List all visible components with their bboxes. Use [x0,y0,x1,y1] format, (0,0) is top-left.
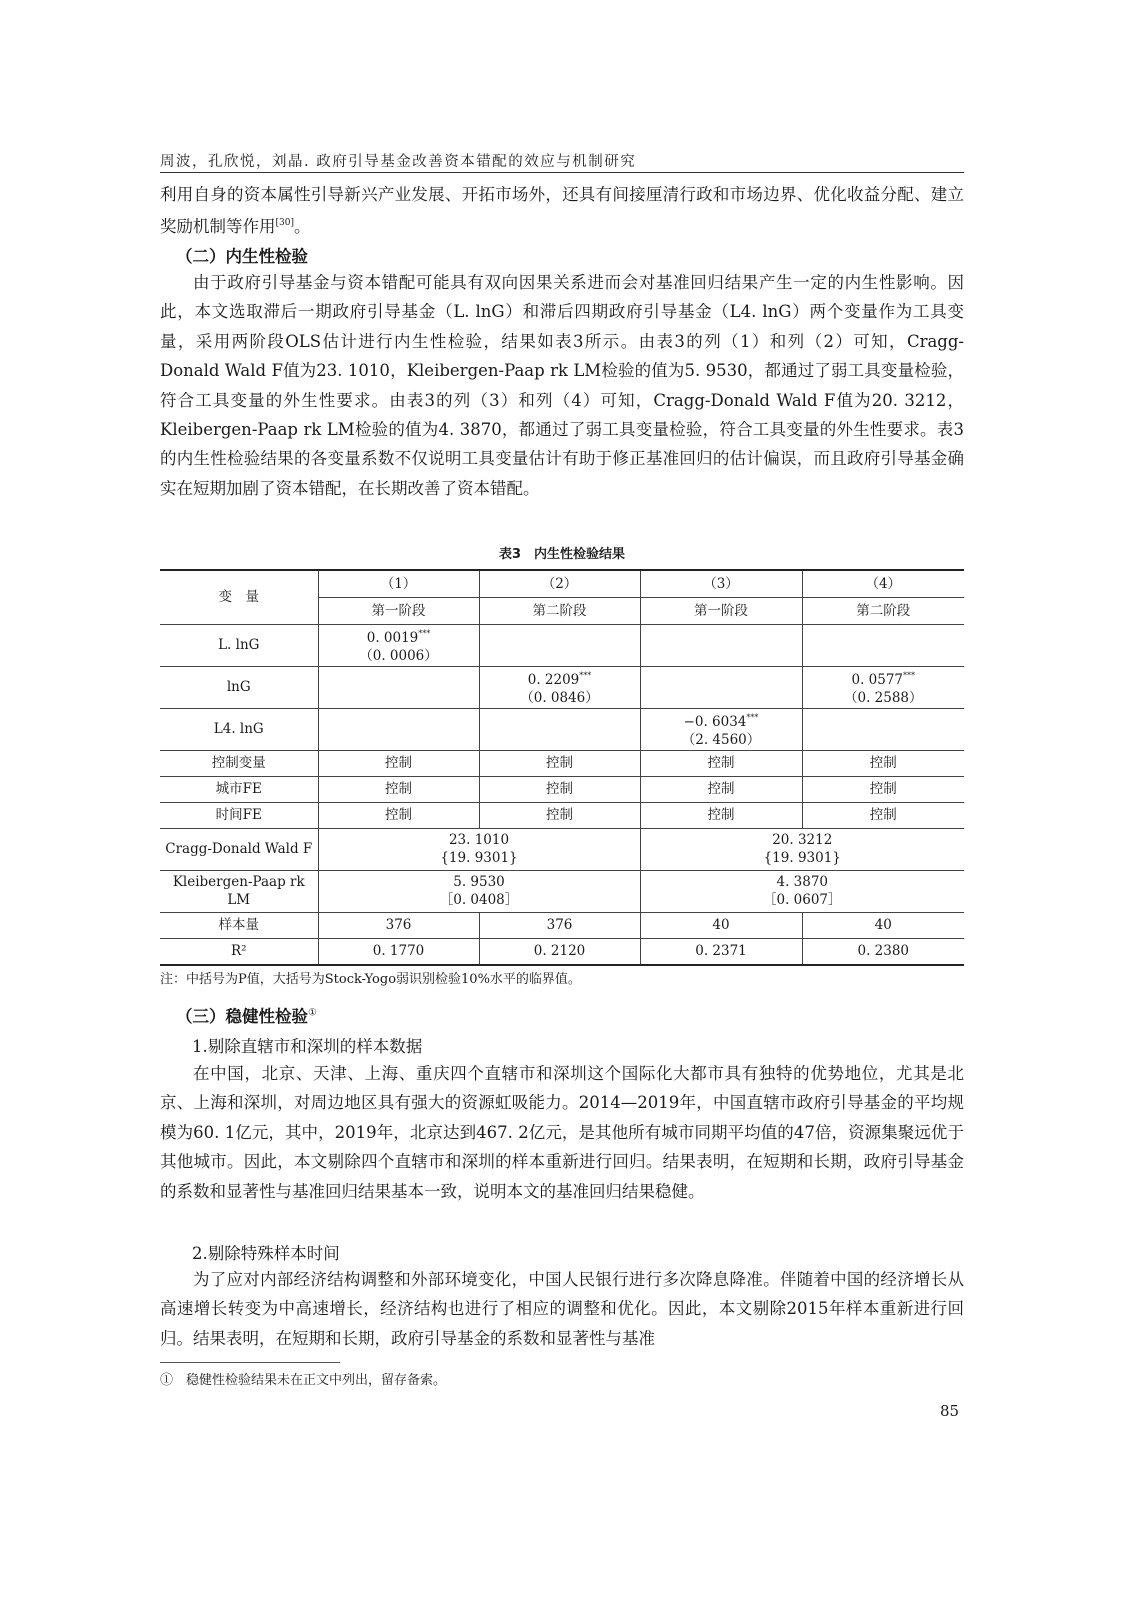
table-cell: 40 [802,912,964,938]
endogeneity-paragraph: 由于政府引导基金与资本错配可能具有双向因果关系进而会对基准回归结果产生一定的内生性影响。因此，本文选取滞后一期政府引导基金（L. lnG）和滞后四期政府引导基金（L4. lnG）两个变量作为工具变量，采用两阶段OLS估计进行内生性检验，结果如表3所示。由表3的列（1）和列（2）可知，Cragg-Donald Wald F值为23. 1010，Kleibergen-Paap rk LM检验的值为5. 9530，都通过了弱工具变量检验，符合工具变量的外生性要求。由表3的列（3）和列（4）可知，Cragg-Donald Wald F值为20. 3212，Kleibergen-Paap rk LM检验的值为4. 3870，都通过了弱工具变量检验，符合工具变量的外生性要求。表3的内生性检验结果的各变量系数不仅说明工具变量估计有助于修正基准回归的估计偏误，而且政府引导基金确实在短期加剧了资本错配，在长期改善了资本错配。 [160,273,964,498]
stat-cell: 5. 9530 ［0. 0408］ [318,870,640,912]
empty-cell [802,624,964,666]
header-col-2: （2） [479,570,640,597]
empty-cell [640,666,802,708]
header-col-4: （4） [802,570,964,597]
empty-cell [318,666,479,708]
table-row [160,708,964,750]
table-cell: 控制 [479,776,640,802]
stat-cell: 20. 3212 {19. 9301} [640,828,964,870]
table-row [160,938,964,965]
table-cell: 控制 [640,750,802,776]
table-cell: 控制 [479,802,640,828]
coef-cell: 0. 0019*** （0. 0006） [318,624,479,666]
page-number: 85 [940,1402,960,1420]
footnote: ① 稳健性检验结果未在正文中列出，留存备索。 [160,1373,447,1388]
intro-paragraph [160,180,964,242]
citation-ref: [30] [275,218,294,229]
table-cell: 控制 [318,776,479,802]
table-cell: 控制 [318,750,479,776]
stage-2: 第二阶段 [479,597,640,624]
subheading-2: 2.剔除特殊样本时间 [192,1244,340,1263]
running-header: 周波，孔欣悦，刘晶. 政府引导基金改善资本错配的效应与机制研究 [160,154,637,170]
table-row [160,666,964,708]
table-row [160,802,964,828]
table-cell: 40 [640,912,802,938]
stage-4: 第二阶段 [802,597,964,624]
row-label: lnG [160,666,318,708]
footnote-rule [160,1362,340,1363]
stat-cell: 23. 1010 {19. 9301} [318,828,640,870]
row-label: R² [160,938,318,965]
table-cell: 0. 2371 [640,938,802,965]
robustness-paragraph-1: 在中国，北京、天津、上海、重庆四个直辖市和深圳这个国际化大都市具有独特的优势地位，尤其是北京、上海和深圳，对周边地区具有强大的资源虹吸能力。2014—2019年，中国直辖市政府引导基金的平均规模为60. 1亿元，其中，2019年，北京达到467. 2亿元，是其他所有城市同期平均值的47倍，资源集聚远优于其他城市。因此，本文剔除四个直辖市和深圳的样本重新进行回归。结果表明，在短期和长期，政府引导基金的系数和显著性与基准回归结果基本一致，说明本文的基准回归结果稳健。 [160,1064,964,1201]
row-label: 控制变量 [160,750,318,776]
table-cell: 控制 [802,750,964,776]
coef-cell: 0. 0577*** （0. 2588） [802,666,964,708]
empty-cell [479,708,640,750]
table-caption: 表3 内生性检验结果 [498,547,626,562]
subheading-1: 1.剔除直辖市和深圳的样本数据 [192,1037,423,1056]
table-header-row [160,570,964,597]
row-label: 城市FE [160,776,318,802]
table-row [160,776,964,802]
results-table [160,569,964,966]
table-note: 注：中括号为P值，大括号为Stock-Yogo弱识别检验10%水平的临界值。 [160,972,581,987]
table-cell: 控制 [479,750,640,776]
section-heading-robustness: （三）稳健性检验① [176,1007,317,1026]
table-row [160,912,964,938]
header-col-3: （3） [640,570,802,597]
row-label: L4. lnG [160,708,318,750]
table-cell: 0. 1770 [318,938,479,965]
row-label: 时间FE [160,802,318,828]
empty-cell [479,624,640,666]
stage-3: 第一阶段 [640,597,802,624]
table-cell: 控制 [802,802,964,828]
table-cell: 0. 2120 [479,938,640,965]
table-row [160,828,964,870]
header-variable: 变 量 [160,570,318,624]
table-row [160,750,964,776]
empty-cell [318,708,479,750]
coef-cell: −0. 6034*** （2. 4560） [640,708,802,750]
row-label: Kleibergen-Paap rk LM [160,870,318,912]
table-cell: 0. 2380 [802,938,964,965]
robustness-paragraph-2: 为了应对内部经济结构调整和外部环境变化，中国人民银行进行多次降息降准。伴随着中国的经济增长从高速增长转变为中高速增长，经济结构也进行了相应的调整和优化。因此，本文剔除2015年样本重新进行回归。结果表明，在短期和长期，政府引导基金的系数和显著性与基准 [160,1270,964,1348]
row-label: L. lnG [160,624,318,666]
stat-cell: 4. 3870 ［0. 0607］ [640,870,964,912]
table-row [160,624,964,666]
row-label: 样本量 [160,912,318,938]
coef-cell: 0. 2209*** （0. 0846） [479,666,640,708]
table-row [160,870,964,912]
table-cell: 控制 [640,776,802,802]
table-cell: 376 [479,912,640,938]
empty-cell [802,708,964,750]
footnote-marker: ① [308,1007,317,1019]
header-col-1: （1） [318,570,479,597]
intro-text: 利用自身的资本属性引导新兴产业发展、开拓市场外，还具有间接厘清行政和市场边界、优化收益分配、建立奖励机制等作用 [160,185,964,237]
section-heading-endogeneity: （二）内生性检验 [176,247,308,266]
row-label: Cragg-Donald Wald F [160,828,318,870]
empty-cell [640,624,802,666]
stage-1: 第一阶段 [318,597,479,624]
table-cell: 控制 [318,802,479,828]
header-rule [160,172,964,173]
intro-end: 。 [293,217,311,237]
table-cell: 控制 [802,776,964,802]
table-cell: 控制 [640,802,802,828]
table-cell: 376 [318,912,479,938]
